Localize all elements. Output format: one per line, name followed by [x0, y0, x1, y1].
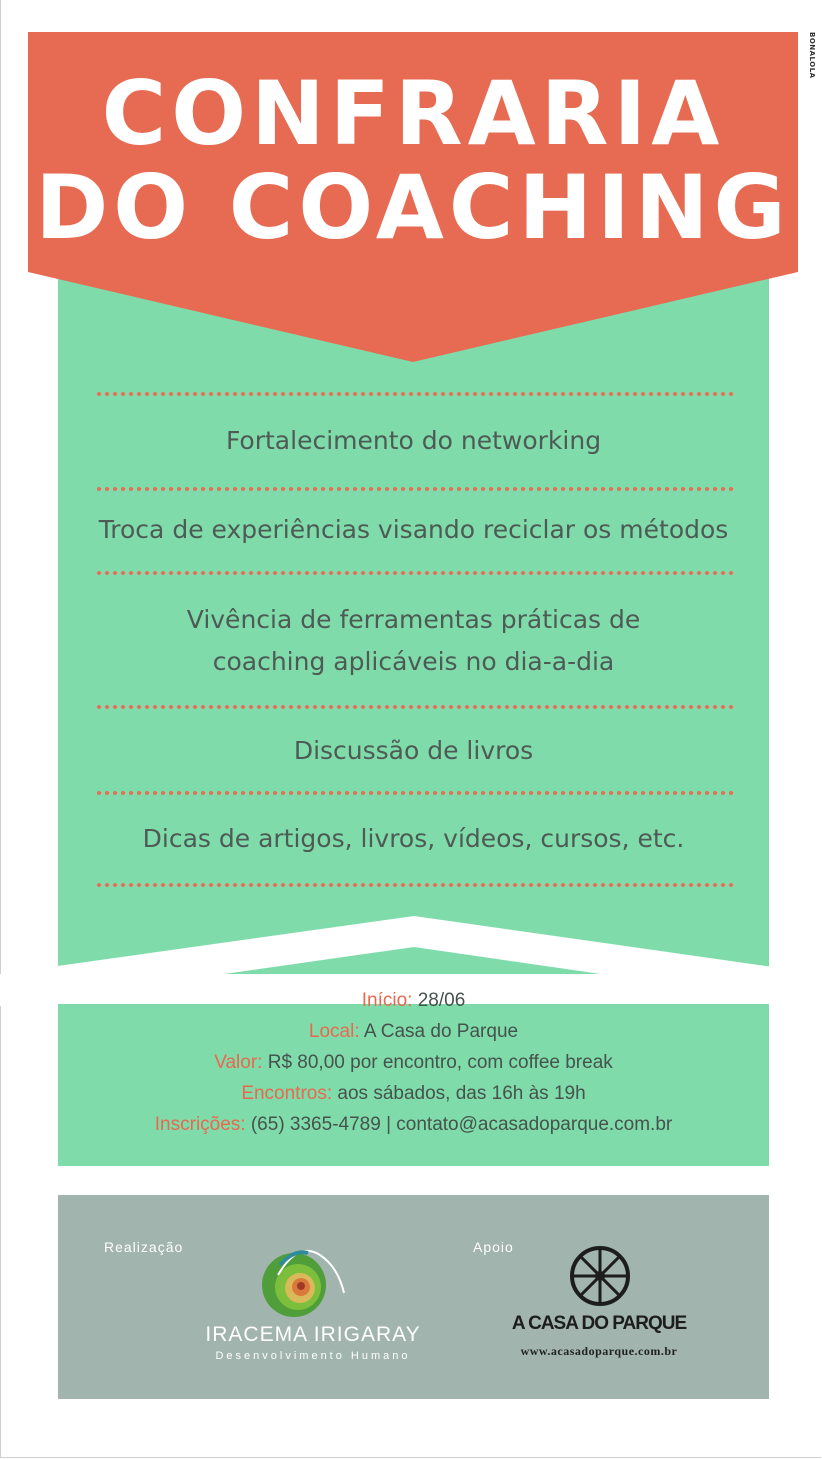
start-value: 28/06	[412, 990, 466, 1011]
dotted-divider	[95, 391, 735, 397]
registration-label: Inscrições:	[154, 1114, 246, 1135]
registration-value: (65) 3365-4789 | contato@acasadoparque.com.br	[245, 1114, 673, 1135]
location-label: Local:	[308, 1021, 360, 1042]
dotted-divider	[95, 704, 735, 710]
benefit-item: Vivência de ferramentas práticas de	[186, 605, 641, 634]
dotted-divider	[95, 790, 735, 796]
price-label: Valor:	[214, 1052, 263, 1073]
meetings-label: Encontros:	[241, 1083, 333, 1104]
title-line-1: CONFRARIA	[101, 62, 725, 165]
dotted-divider	[95, 486, 735, 492]
wagon-wheel-icon	[568, 1244, 632, 1308]
start-date-line	[58, 985, 769, 1016]
benefit-item: Dicas de artigos, livros, vídeos, cursos, etc.	[142, 824, 685, 853]
benefit-item: Fortalecimento do networking	[225, 426, 602, 455]
venue-name: A CASA DO PARQUE	[511, 1313, 687, 1334]
start-label: Início:	[361, 990, 413, 1011]
location-value: A Casa do Parque	[359, 1021, 519, 1042]
side-credit: BONALOLA	[808, 32, 816, 79]
sponsors-footer	[58, 1195, 769, 1399]
dotted-divider	[95, 570, 735, 576]
price-value: R$ 80,00 por encontro, com coffee break	[262, 1052, 613, 1073]
meetings-value: aos sábados, das 16h às 19h	[332, 1083, 586, 1104]
dotted-divider	[95, 882, 735, 888]
title-line-2: DO COACHING	[35, 156, 791, 259]
realization-label: Realização	[104, 1239, 184, 1255]
organizer-name: IRACEMA IRIGARAY	[205, 1323, 421, 1346]
location-line	[58, 1016, 769, 1047]
venue-url: www.acasadoparque.com.br	[520, 1344, 678, 1358]
organizer-tagline: Desenvolvimento Humano	[215, 1350, 411, 1362]
registration-line	[58, 1109, 769, 1140]
support-label: Apoio	[473, 1239, 514, 1255]
meetings-line	[58, 1078, 769, 1109]
benefit-item: Troca de experiências visando reciclar os métodos	[98, 515, 729, 544]
benefit-item: coaching aplicáveis no dia-a-dia	[212, 647, 615, 676]
price-line	[58, 1047, 769, 1078]
spiral-shell-icon	[258, 1235, 358, 1325]
benefit-item: Discussão de livros	[293, 736, 534, 765]
